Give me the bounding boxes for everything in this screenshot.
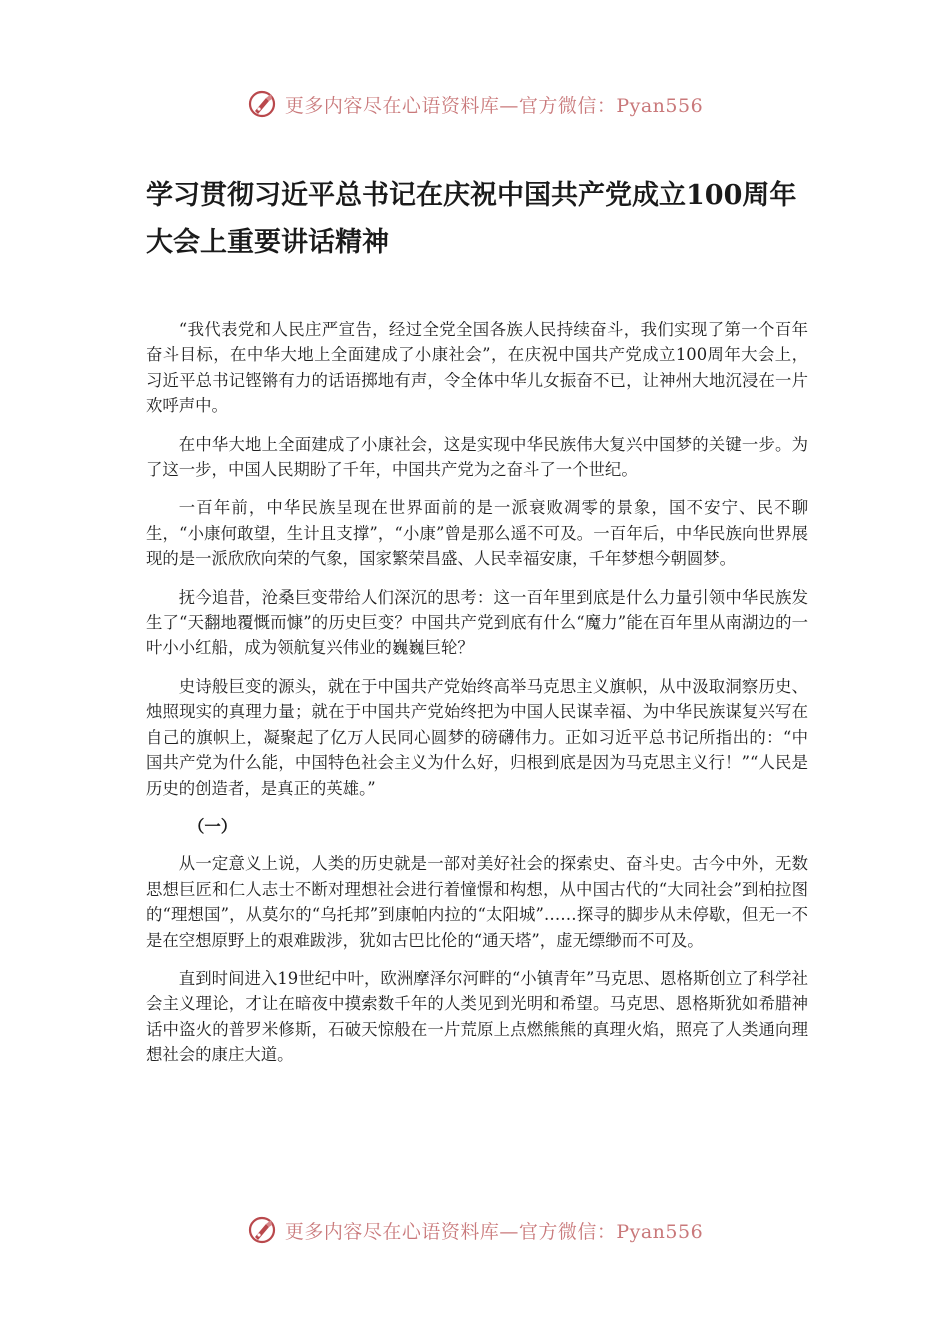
header-banner: [0, 84, 950, 124]
paragraph: 在中华大地上全面建成了小康社会，这是实现中华民族伟大复兴中国梦的关键一步。为了这一步，中国人民期盼了千年，中国共产党为之奋斗了一个世纪。: [146, 434, 808, 480]
paragraph: 从一定意义上说，人类的历史就是一部对美好社会的探索史、奋斗史。古今中外，无数思想巨匠和仁人志士不断对理想社会进行着憧憬和构想，从中国古代的“大同社会”到柏拉图的“理想国”，从莫尔的“乌托邦”到康帕内拉的“太阳城”……探寻的脚步从未停歇，但无一不是在空想原野上的艰难跋涉，犹如古巴比伦的“通天塔”，虚无缥缈而不可及。: [146, 854, 808, 950]
paragraph: 直到时间进入19世纪中叶，欧洲摩泽尔河畔的“小镇青年”马克思、恩格斯创立了科学社会主义理论，才让在暗夜中摸索数千年的人类见到光明和希望。马克思、恩格斯犹如希腊神话中盗火的普罗米修斯，石破天惊般在一片荒原上点燃熊熊的真理火焰，照亮了人类通向理想社会的康庄大道。: [146, 968, 808, 1065]
footer-banner: [0, 1210, 950, 1250]
footer-banner-text: 更多内容尽在心语资料库—官方微信：Pyan556: [284, 1220, 704, 1243]
header-banner-text: 更多内容尽在心语资料库—官方微信：Pyan556: [284, 94, 704, 117]
document-title: 学习贯彻习近平总书记在庆祝中国共产党成立100周年大会上重要讲话精神: [146, 180, 797, 258]
paragraph: 抚今追昔，沧桑巨变带给人们深沉的思考：这一百年里到底是什么力量引领中华民族发生了“天翻地覆慨而慷”的历史巨变？中国共产党到底有什么“魔力”能在百年里从南湖边的一叶小小红船，成为领航复兴伟业的巍巍巨轮？: [146, 587, 808, 658]
pen-nib-logo-icon: [247, 1215, 277, 1245]
paragraph: 史诗般巨变的源头，就在于中国共产党始终高举马克思主义旗帜，从中汲取洞察历史、烛照现实的真理力量；就在于中国共产党始终把为中国人民谋幸福、为中华民族谋复兴写在自己的旗帜上，凝聚起了亿万人民同心圆梦的磅礴伟力。正如习近平总书记所指出的：“中国共产党为什么能，中国特色社会主义为什么好，归根到底是因为马克思主义行！”“人民是历史的创造者，是真正的英雄。”: [146, 676, 808, 798]
document-body: [146, 317, 808, 1081]
section-heading: （一）: [188, 816, 238, 836]
paragraph: 一百年前，中华民族呈现在世界面前的是一派衰败凋零的景象，国不安宁、民不聊生，“小康何敢望，生计且支撑”，“小康”曾是那么遥不可及。一百年后，中华民族向世界展现的是一派欣欣向荣的气象，国家繁荣昌盛、人民幸福安康，千年梦想今朝圆梦。: [146, 498, 808, 569]
pen-nib-logo-icon: [247, 89, 277, 119]
paragraph: “我代表党和人民庄严宣告，经过全党全国各族人民持续奋斗，我们实现了第一个百年奋斗目标，在中华大地上全面建成了小康社会”，在庆祝中国共产党成立100周年大会上，习近平总书记铿锵有力的话语掷地有声，令全体中华儿女振奋不已，让神州大地沉浸在一片欢呼声中。: [146, 320, 808, 416]
